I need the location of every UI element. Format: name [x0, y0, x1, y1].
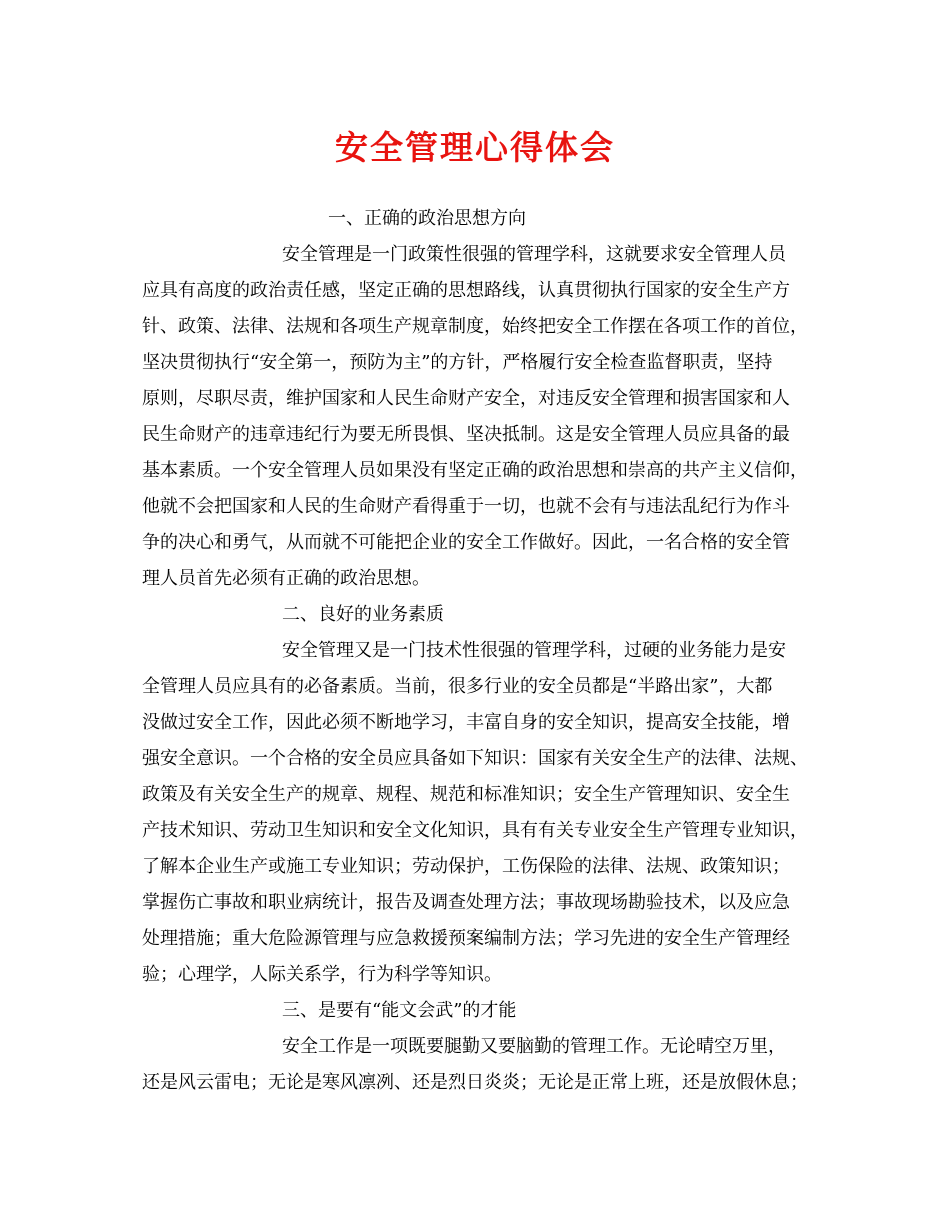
paragraph-line: 还是风云雷电；无论是寒风凛冽、还是烈日炎炎；无论是正常上班，还是放假休息；: [142, 1072, 808, 1093]
paragraph-line: 没做过安全工作，因此必须不断地学习，丰富自身的安全知识，提高安全技能，增: [142, 712, 790, 733]
paragraph-line: 坚决贯彻执行“安全第一，预防为主”的方针，严格履行安全检查监督职责，坚持: [142, 352, 773, 373]
paragraph-line: 政策及有关安全生产的规章、规程、规范和标准知识；安全生产管理知识、安全生: [142, 784, 790, 805]
paragraph-line: 民生命财产的违章违纪行为要无所畏惧、坚决抵制。这是安全管理人员应具备的最: [142, 424, 790, 445]
paragraph-line: 掌握伤亡事故和职业病统计，报告及调查处理方法；事故现场勘验技术，以及应急: [142, 892, 790, 913]
section-heading-1: 一、正确的政治思想方向: [328, 208, 526, 229]
section-heading-2: 二、良好的业务素质: [282, 604, 444, 625]
paragraph-line: 处理措施；重大危险源管理与应急救援预案编制方法；学习先进的安全生产管理经: [142, 928, 790, 949]
paragraph-line: 安全管理又是一门技术性很强的管理学科，过硬的业务能力是安: [282, 640, 786, 661]
paragraph-line: 安全管理是一门政策性很强的管理学科，这就要求安全管理人员: [282, 244, 786, 265]
paragraph-line: 验；心理学，人际关系学，行为科学等知识。: [142, 964, 502, 985]
paragraph-line: 针、政策、法律、法规和各项生产规章制度，始终把安全工作摆在各项工作的首位，: [142, 316, 808, 337]
paragraph-line: 产技术知识、劳动卫生知识和安全文化知识，具有有关专业安全生产管理专业知识，: [142, 820, 808, 841]
paragraph-line: 理人员首先必须有正确的政治思想。: [142, 568, 430, 589]
paragraph-line: 了解本企业生产或施工专业知识；劳动保护，工伤保险的法律、法规、政策知识；: [142, 856, 790, 877]
section-heading-3: 三、是要有“能文会武”的才能: [282, 1000, 517, 1021]
paragraph-line: 基本素质。一个安全管理人员如果没有坚定正确的政治思想和崇高的共产主义信仰，: [142, 460, 808, 481]
paragraph-line: 强安全意识。一个合格的安全员应具备如下知识：国家有关安全生产的法律、法规、: [142, 748, 808, 769]
paragraph-line: 争的决心和勇气，从而就不可能把企业的安全工作做好。因此，一名合格的安全管: [142, 532, 790, 553]
paragraph-line: 应具有高度的政治责任感，坚定正确的思想路线，认真贯彻执行国家的安全生产方: [142, 280, 790, 301]
paragraph-line: 全管理人员应具有的必备素质。当前，很多行业的安全员都是“半路出家”，大都: [142, 676, 773, 697]
paragraph-line: 安全工作是一项既要腿勤又要脑勤的管理工作。无论晴空万里，: [282, 1036, 786, 1057]
paragraph-line: 原则，尽职尽责，维护国家和人民生命财产安全，对违反安全管理和损害国家和人: [142, 388, 790, 409]
document-title: 安全管理心得体会: [335, 128, 615, 167]
paragraph-line: 他就不会把国家和人民的生命财产看得重于一切，也就不会有与违法乱纪行为作斗: [142, 496, 790, 517]
